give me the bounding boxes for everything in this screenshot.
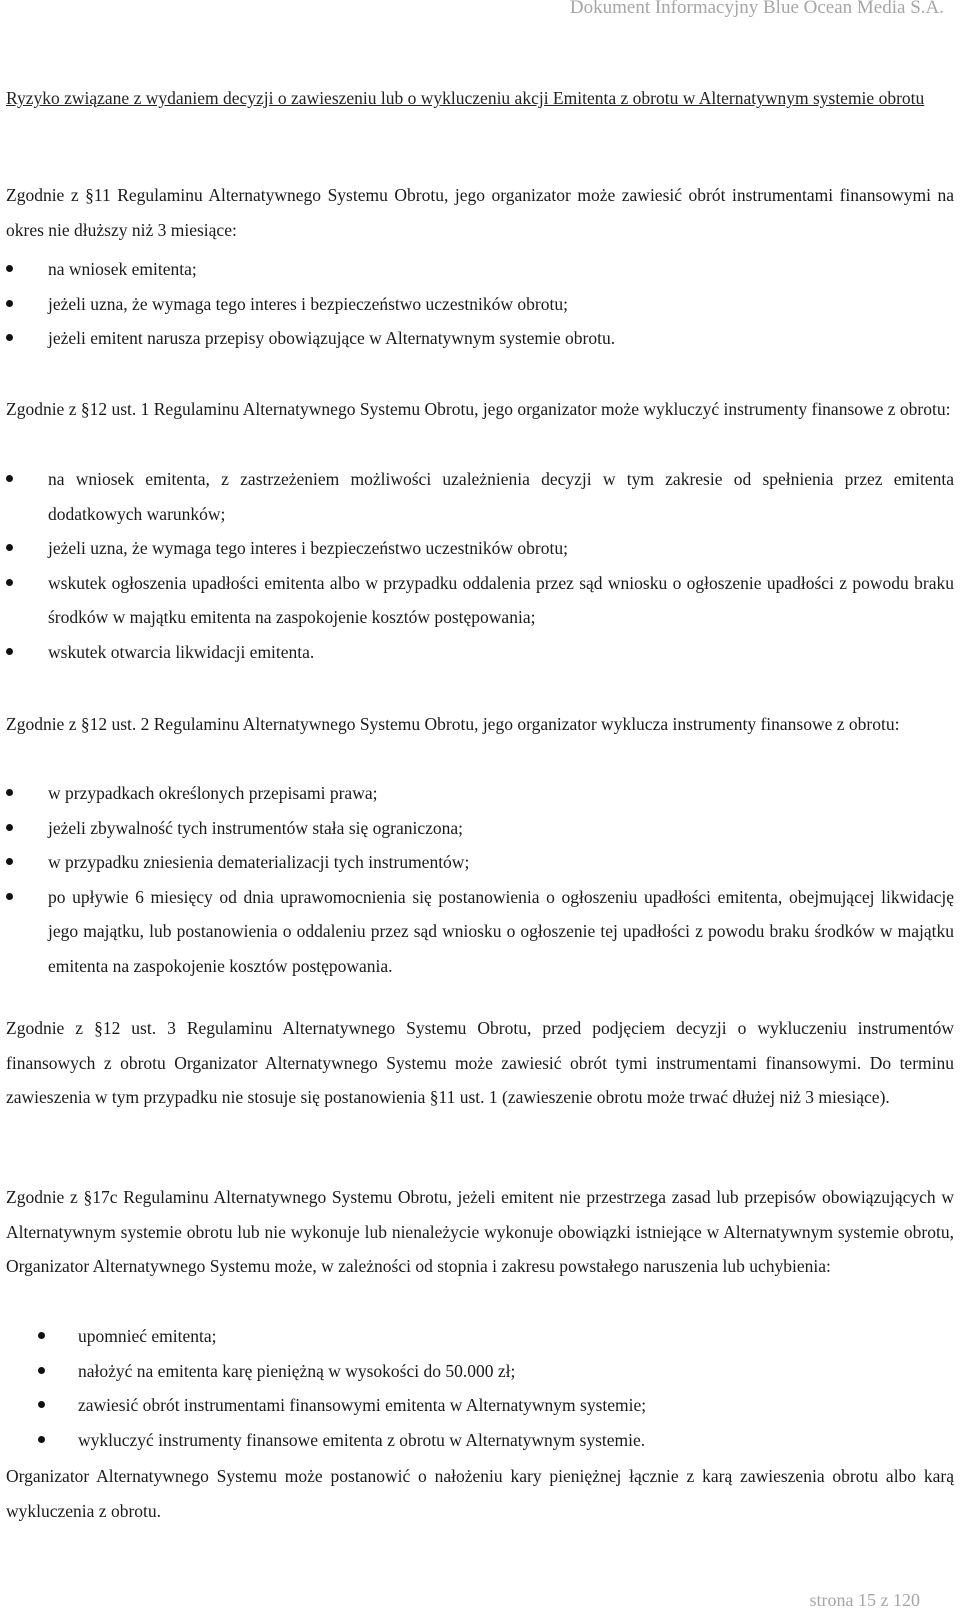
list-item: jeżeli uzna, że wymaga tego interes i bezpieczeństwo uczestników obrotu; (0, 287, 954, 322)
list-item: po upływie 6 miesięcy od dnia uprawomocnienia się postanowienia o ogłoszeniu upadłości emitenta, obejmującej likwidację jego majątku, lub postanowienia o oddaleniu przez sąd wniosku o ogłoszenie tej upadłości z powodu braku środków w majątku emitenta na zaspokojenie kosztów postępowania. (0, 880, 954, 984)
paragraph-exclusion-mandatory-intro: Zgodnie z §12 ust. 2 Regulaminu Alternatywnego Systemu Obrotu, jego organizator wyklucza instrumenty finansowe z obrotu: (6, 714, 900, 734)
bullet-icon (6, 789, 13, 796)
list-item: wskutek ogłoszenia upadłości emitenta albo w przypadku oddalenia przez sąd wniosku o ogłoszenie upadłości z powodu braku środków w majątku emitenta na zaspokojenie kosztów postępowania; (0, 566, 954, 635)
bullet-icon (6, 300, 13, 307)
list-item: na wniosek emitenta; (0, 252, 954, 287)
exclusion-optional-list (0, 462, 954, 669)
bullet-icon (6, 824, 13, 831)
paragraph-sanctions-closing: Organizator Alternatywnego Systemu może postanowić o nałożeniu kary pieniężnej łącznie z karą zawieszenia obrotu albo karą wykluczenia z obrotu. (6, 1466, 954, 1521)
paragraph-exclusion-optional-intro: Zgodnie z §12 ust. 1 Regulaminu Alternatywnego Systemu Obrotu, jego organizator może wykluczyć instrumenty finansowe z obrotu: (6, 399, 951, 419)
list-item: nałożyć na emitenta karę pieniężną w wysokości do 50.000 zł; (0, 1354, 954, 1389)
list-item: jeżeli uzna, że wymaga tego interes i bezpieczeństwo uczestników obrotu; (0, 531, 954, 566)
paragraph-suspension-before-exclusion: Zgodnie z §12 ust. 3 Regulaminu Alternatywnego Systemu Obrotu, przed podjęciem decyzji o wykluczeniu instrumentów finansowych z obrotu Organizator Alternatywnego Systemu może zawiesić obrót tymi instrumentami finansowymi. Do terminu zawieszenia w tym przypadku nie stosuje się postanowienia §11 ust. 1 (zawieszenie obrotu może trwać dłużej niż 3 miesiące). (6, 1018, 954, 1107)
bullet-icon (38, 1367, 45, 1374)
bullet-icon (6, 893, 13, 900)
paragraph-sanctions-intro: Zgodnie z §17c Regulaminu Alternatywnego Systemu Obrotu, jeżeli emitent nie przestrzega zasad lub przepisów obowiązujących w Alternatywnym systemie obrotu lub nie wykonuje lub nienależycie wykonuje obowiązki istniejące w Alternatywnym systemie obrotu, Organizator Alternatywnego Systemu może, w zależności od stopnia i zakresu powstałego naruszenia lub uchybienia: (6, 1187, 954, 1276)
list-item: wykluczyć instrumenty finansowe emitenta z obrotu w Alternatywnym systemie. (0, 1423, 954, 1458)
bullet-icon (38, 1436, 45, 1443)
bullet-icon (6, 265, 13, 272)
bullet-icon (6, 334, 13, 341)
bullet-icon (38, 1332, 45, 1339)
list-item: upomnieć emitenta; (0, 1319, 954, 1354)
bullet-icon (6, 648, 13, 655)
bullet-icon (6, 579, 13, 586)
bullet-icon (38, 1401, 45, 1408)
list-item: na wniosek emitenta, z zastrzeżeniem możliwości uzależnienia decyzji w tym zakresie od spełnienia przez emitenta dodatkowych warunków; (0, 462, 954, 531)
suspension-list (0, 252, 954, 356)
bullet-icon (6, 544, 13, 551)
bullet-icon (6, 475, 13, 482)
exclusion-mandatory-list (0, 776, 954, 983)
document-header: Dokument Informacyjny Blue Ocean Media S.A. (569, 0, 944, 18)
page-number: strona 15 z 120 (809, 1590, 920, 1610)
paragraph-suspension-intro: Zgodnie z §11 Regulaminu Alternatywnego Systemu Obrotu, jego organizator może zawiesić obrót instrumentami finansowymi na okres nie dłuższy niż 3 miesiące: (6, 185, 954, 240)
list-item: w przypadkach określonych przepisami prawa; (0, 776, 954, 811)
list-item: jeżeli zbywalność tych instrumentów stała się ograniczona; (0, 811, 954, 846)
list-item: wskutek otwarcia likwidacji emitenta. (0, 635, 954, 670)
list-item: jeżeli emitent narusza przepisy obowiązujące w Alternatywnym systemie obrotu. (0, 321, 954, 356)
list-item: w przypadku zniesienia dematerializacji tych instrumentów; (0, 845, 954, 880)
bullet-icon (6, 858, 13, 865)
list-item: zawiesić obrót instrumentami finansowymi emitenta w Alternatywnym systemie; (0, 1388, 954, 1423)
section-title: Ryzyko związane z wydaniem decyzji o zawieszeniu lub o wykluczeniu akcji Emitenta z obrotu w Alternatywnym systemie obrotu (6, 88, 925, 108)
sanctions-list (0, 1319, 954, 1457)
